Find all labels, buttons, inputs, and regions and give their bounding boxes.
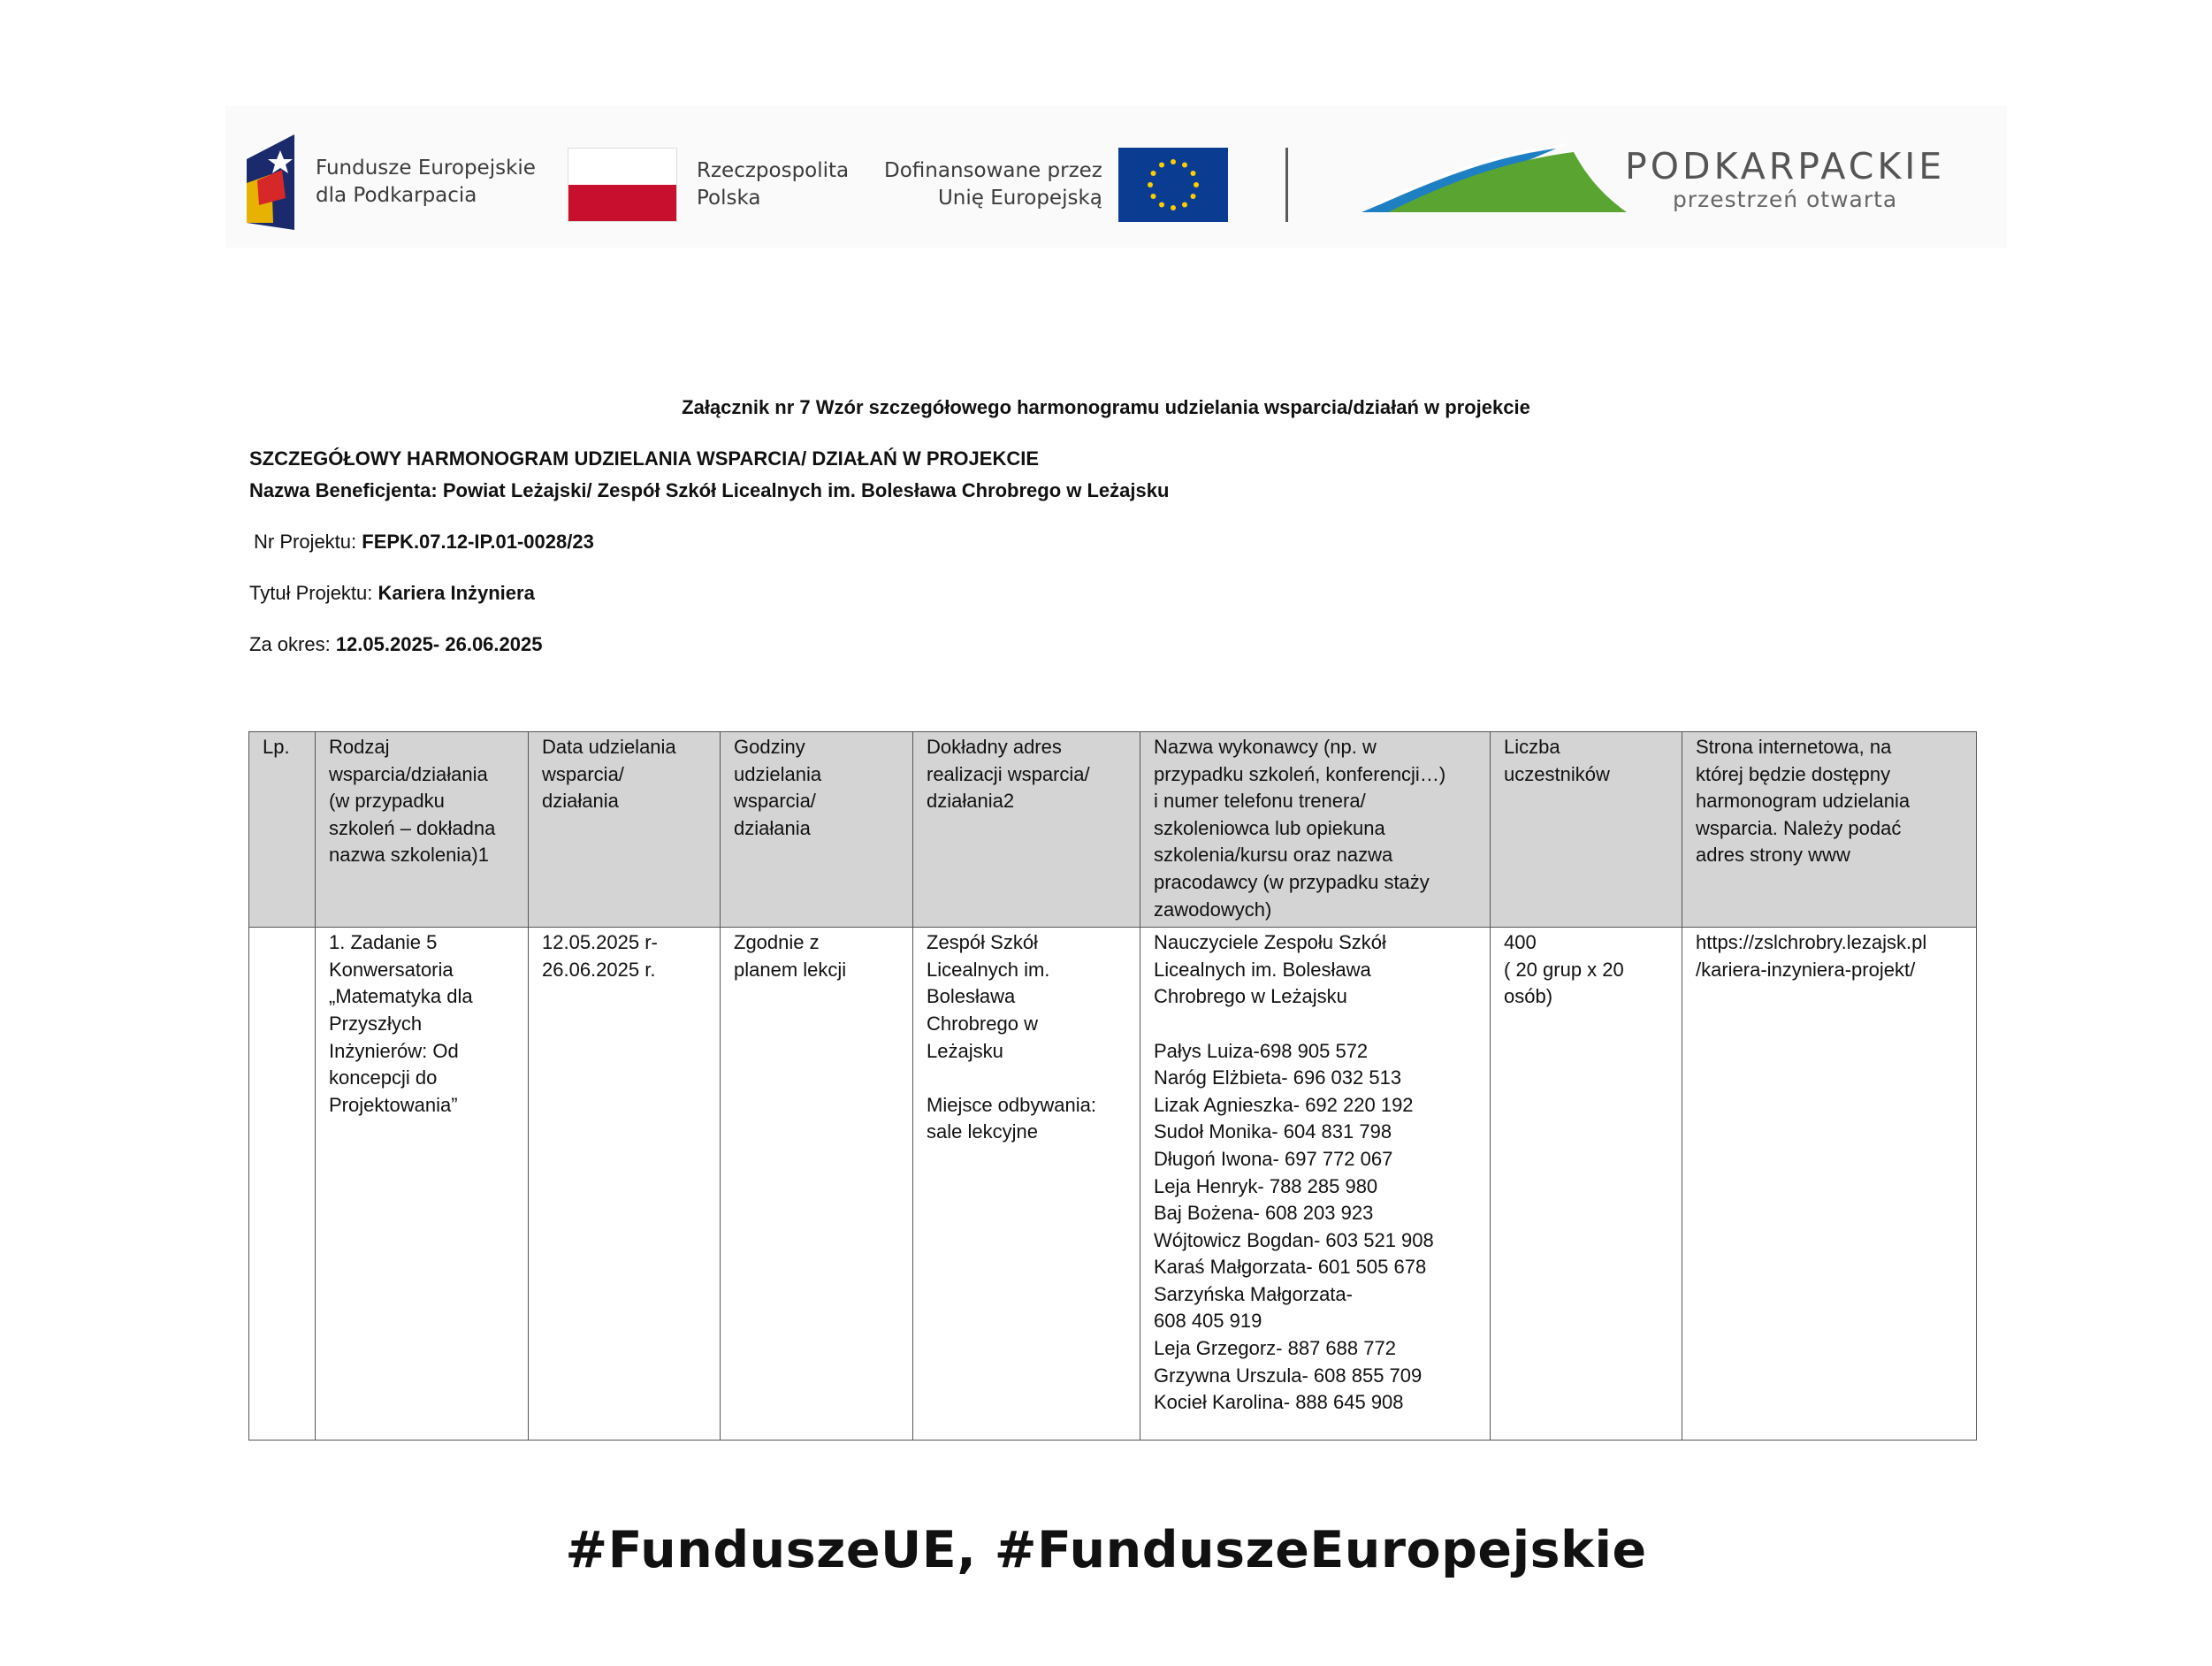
cell-line: Długoń Iwona- 697 772 067: [1154, 1147, 1393, 1170]
project-title-line: [249, 582, 535, 605]
header-rodzaj: [316, 732, 529, 928]
cell-line: osób): [1504, 985, 1553, 1008]
header-godziny: [721, 732, 913, 928]
cell-line: Bolesława: [927, 985, 1016, 1008]
ue-logo-line2: Unię Europejską: [937, 187, 1102, 210]
cell-line: Lizak Agnieszka- 692 220 192: [1154, 1093, 1414, 1116]
cell-lp: [249, 928, 316, 1441]
cell-line: 12.05.2025 r-: [542, 931, 658, 954]
cell-rodzaj: [316, 928, 529, 1441]
cell-godziny: [721, 928, 913, 1441]
header-lp: [249, 732, 316, 928]
logo-divider: [1285, 148, 1288, 222]
cell-line: Licealnych im.: [927, 958, 1050, 981]
cell-line: działania2: [927, 790, 1015, 813]
podkarpackie-subtitle: przestrzeń otwarta: [1672, 187, 1898, 212]
project-number-label: Nr Projektu:: [254, 531, 362, 553]
cell-line: harmonogram udzielania: [1696, 790, 1911, 813]
header-data: [529, 732, 721, 928]
header-adres: [913, 732, 1140, 928]
cell-line: adres strony www: [1696, 844, 1850, 867]
cell-line: Projektowania”: [329, 1093, 458, 1116]
cell-adres: [913, 928, 1140, 1441]
cell-line: Pałys Luiza-698 905 572: [1154, 1039, 1369, 1062]
cell-line: Baj Bożena- 608 203 923: [1154, 1202, 1374, 1225]
period-line: [249, 633, 542, 656]
cell-line: planem lekcji: [734, 958, 847, 981]
fe-logo: [247, 134, 536, 230]
cell-line: 26.06.2025 r.: [542, 958, 656, 981]
cell-line: 1. Zadanie 5: [329, 931, 438, 954]
cell-line: Leja Grzegorz- 887 688 772: [1154, 1337, 1396, 1360]
cell-line: działania: [734, 816, 811, 839]
cell-line: udzielania: [734, 762, 822, 785]
cell-line: Rodzaj: [329, 736, 390, 758]
cell-line: której będzie dostępny: [1696, 762, 1891, 785]
cell-line: „Matematyka dla: [329, 985, 473, 1008]
cell-line: Nauczyciele Zespołu Szkół: [1154, 931, 1386, 954]
cell-line: Zespół Szkół: [927, 931, 1038, 954]
cell-line: pracodawcy (w przypadku staży: [1154, 870, 1430, 893]
cell-line: 400: [1504, 931, 1537, 954]
project-title-value: Kariera Inżyniera: [378, 582, 535, 604]
cell-line: Miejsce odbywania:: [927, 1093, 1096, 1116]
cell-line: i numer telefonu trenera/: [1154, 790, 1366, 813]
cell-line: przypadku szkoleń, konferencji…): [1154, 762, 1446, 785]
cell-line: Przyszłych: [329, 1012, 423, 1035]
cell-line: https://zslchrobry.lezajsk.pl: [1696, 931, 1927, 954]
cell-line: Lp.: [263, 736, 290, 758]
cell-line: Zgodnie z: [734, 931, 820, 954]
table-row: [249, 928, 1977, 1441]
cell-line: Godziny: [734, 736, 805, 758]
ue-logo-line1: Dofinansowane przez: [884, 159, 1102, 182]
cell-line: Wójtowicz Bogdan- 603 521 908: [1154, 1228, 1434, 1251]
polish-flag-icon: [568, 148, 677, 222]
cell-line: wsparcia. Należy podać: [1696, 816, 1902, 839]
podkarpackie-hills-icon: [1362, 141, 1627, 218]
cell-line: Sarzyńska Małgorzata-: [1154, 1282, 1353, 1305]
cell-wykonawca: [1140, 928, 1491, 1441]
cell-line: Konwersatoria: [329, 958, 454, 981]
logo-bar: [225, 106, 2007, 248]
period-value: 12.05.2025- 26.06.2025: [335, 633, 543, 655]
cell-line: Data udzielania: [542, 736, 676, 758]
header-liczba: [1491, 732, 1682, 928]
cell-line: wsparcia/: [734, 790, 816, 813]
cell-line: 608 405 919: [1154, 1310, 1262, 1333]
cell-line: zawodowych): [1154, 898, 1272, 921]
project-number-value: FEPK.07.12-IP.01-0028/23: [362, 531, 594, 553]
header-wykonawca: [1140, 732, 1491, 928]
cell-line: Chrobrego w Leżajsku: [1154, 985, 1347, 1008]
cell-line: Strona internetowa, na: [1696, 736, 1892, 758]
rp-logo-line1: Rzeczpospolita: [697, 159, 850, 182]
main-title: SZCZEGÓŁOWY HARMONOGRAM UDZIELANIA WSPARCIA/ DZIAŁAŃ W PROJEKCIE: [249, 447, 1040, 470]
cell-line: Chrobrego w: [927, 1012, 1038, 1035]
cell-line: Karaś Małgorzata- 601 505 678: [1154, 1256, 1427, 1279]
cell-line: uczestników: [1504, 762, 1610, 785]
cell-line: nazwa szkolenia)1: [329, 844, 489, 867]
cell-line: realizacji wsparcia/: [927, 762, 1090, 785]
cell-line: Naróg Elżbieta- 696 032 513: [1154, 1066, 1402, 1089]
cell-line: Grzywna Urszula- 608 855 709: [1154, 1364, 1423, 1387]
cell-line: wsparcia/działania: [329, 762, 488, 785]
cell-line: wsparcia/: [542, 762, 624, 785]
cell-line: Leja Henryk- 788 285 980: [1154, 1174, 1378, 1197]
cell-line: Kocieł Karolina- 888 645 908: [1154, 1391, 1404, 1414]
hashtags-footer: #FunduszeUE, #FunduszeEuropejskie: [565, 1521, 1647, 1579]
cell-line: szkoleń – dokładna: [329, 816, 496, 839]
cell-line: Inżynierów: Od: [329, 1039, 459, 1062]
fe-star-icon: [247, 134, 298, 230]
beneficiary-name: Nazwa Beneficjenta: Powiat Leżajski/ Zespół Szkół Licealnych im. Bolesława Chrobrego w Leżajsku: [249, 479, 1170, 501]
cell-line: /kariera-inzyniera-projekt/: [1696, 958, 1916, 981]
cell-line: Liczba: [1504, 736, 1560, 758]
cell-line: koncepcji do: [329, 1066, 438, 1089]
cell-liczba: [1491, 928, 1682, 1441]
cell-line: [1154, 1011, 1479, 1038]
cell-line: Sudoł Monika- 604 831 798: [1154, 1120, 1392, 1143]
cell-line: sale lekcyjne: [927, 1120, 1038, 1143]
cell-line: Licealnych im. Bolesława: [1154, 958, 1371, 981]
fe-logo-line1: Fundusze Europejskie: [316, 157, 536, 180]
annex-title: Załącznik nr 7 Wzór szczegółowego harmonogramu udzielania wsparcia/działań w projekcie: [682, 396, 1530, 418]
rp-logo-line2: Polska: [697, 187, 761, 210]
cell-line: [927, 1065, 1129, 1092]
eu-flag-icon: [1118, 148, 1228, 222]
rp-logo: [568, 148, 849, 222]
podkarpackie-logo: [1362, 141, 1945, 218]
cell-line: szkolenia/kursu oraz nazwa: [1154, 844, 1393, 867]
project-number-line: [254, 531, 594, 554]
podkarpackie-title: PODKARPACKIE: [1625, 145, 1946, 187]
cell-line: Dokładny adres: [927, 736, 1062, 758]
cell-line: Nazwa wykonawcy (np. w: [1154, 736, 1377, 758]
cell-line: szkoleniowca lub opiekuna: [1154, 816, 1385, 839]
table-header-row: [249, 732, 1977, 928]
cell-line: Leżajsku: [927, 1039, 1003, 1062]
schedule-table: [248, 731, 1977, 1441]
ue-logo: [884, 148, 1228, 222]
period-label: Za okres:: [249, 633, 336, 655]
cell-line: działania: [542, 790, 619, 813]
cell-data: [529, 928, 721, 1441]
cell-strona[interactable]: [1682, 928, 1977, 1441]
cell-line: ( 20 grup x 20: [1504, 958, 1624, 981]
project-title-label: Tytuł Projektu:: [249, 582, 378, 604]
header-strona: [1682, 732, 1977, 928]
fe-logo-line2: dla Podkarpacia: [316, 184, 477, 207]
cell-line: (w przypadku: [329, 790, 445, 813]
